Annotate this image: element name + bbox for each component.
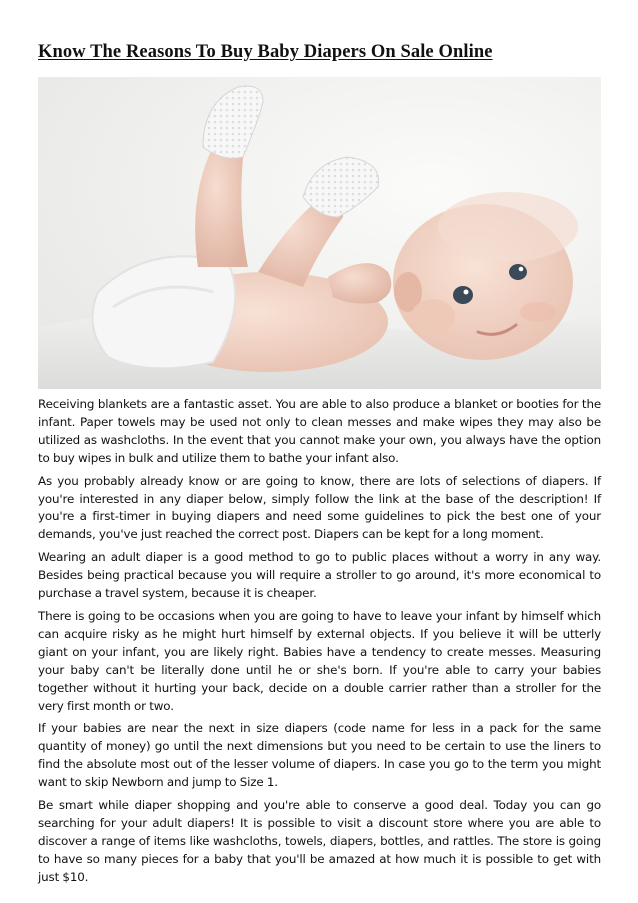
paragraph: Wearing an adult diaper is a good method to go to public places without a worry in any way. Besides being practical because you will require a stroller to go around, it's more economical to purchase a travel system, because it is cheaper. (38, 550, 601, 601)
baby-illustration (38, 77, 601, 389)
paragraph: If your babies are near the next in size diapers (code name for less in a pack for the same quantity of money) go until the next dimensions but you need to be certain to use the liners to find the absolute most out of the lesser volume of diapers. In case you go to the term you might want to skip Newborn and jump to Size 1. (38, 721, 601, 790)
baby-photo (38, 77, 601, 389)
paragraph: There is going to be occasions when you are going to have to leave your infant by himself which can acquire risky as he might hurt himself by external objects. If you believe it will be utterly giant on your infant, you are likely right. Babies have a tendency to create messes. Measuring your baby can't be literally done until he or she's born. If you're able to carry your babies together without it hurting your back, decide on a double carrier rather than a stroller for the very first month or two. (38, 608, 601, 713)
paragraph: Be smart while diaper shopping and you're able to conserve a good deal. Today you can go searching for your adult diapers! It is possible to visit a discount store where you are able to discover a range of items like washcloths, towels, diapers, bottles, and rattles. The store is going to have so many pieces for a baby that you'll be amazed at how much it is possible to get with just $10. (38, 798, 601, 884)
article-body (38, 396, 601, 892)
paragraph: As you probably already know or are going to know, there are lots of selections of diapers. If you're interested in any diaper below, simply follow the link at the base of the description! If you're a first-timer in buying diapers and need some guidelines to pick the best one of your demands, you've just reached the correct post. Diapers can be kept for a long moment. (38, 473, 601, 542)
paragraph: Receiving blankets are a fantastic asset. You are able to also produce a blanket or booties for the infant. Paper towels may be used not only to clean messes and make wipes they may also be utilized as washcloths. In the event that you cannot make your own, you always have the option to buy wipes in bulk and utilize them to bathe your infant also. (38, 397, 601, 465)
document-page (38, 0, 601, 884)
article-title: Know The Reasons To Buy Baby Diapers On Sale Online (38, 42, 493, 62)
